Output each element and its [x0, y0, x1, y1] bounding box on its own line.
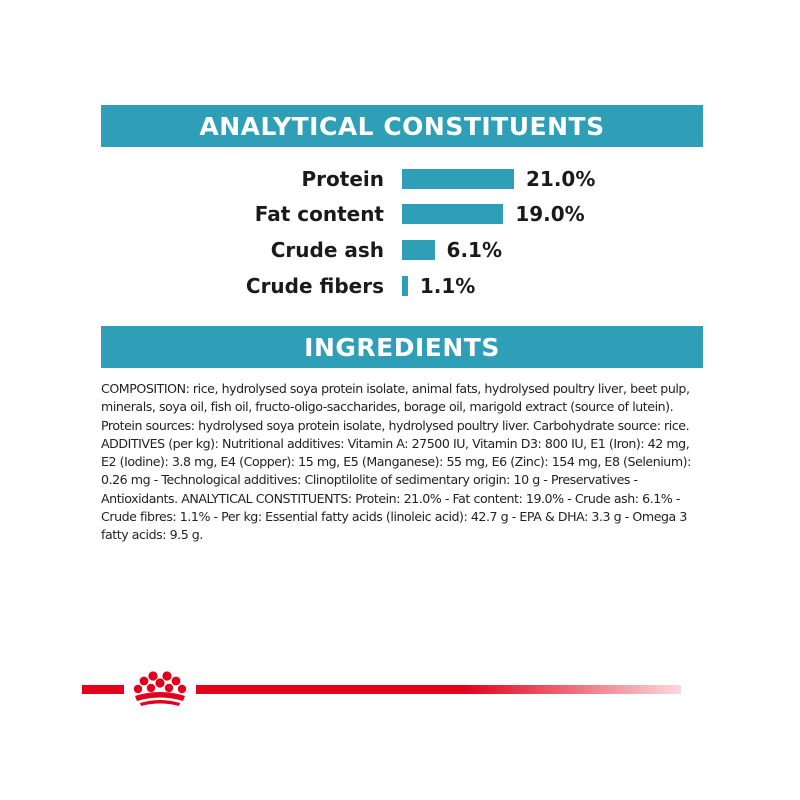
constituent-bar — [402, 240, 435, 260]
crown-icon — [127, 670, 193, 710]
constituent-bar — [402, 169, 514, 189]
analytical-constituents-banner — [101, 105, 703, 147]
constituent-label: Crude ash — [270, 238, 384, 262]
footer-red-line-right — [196, 685, 681, 694]
constituent-bar — [402, 204, 503, 224]
constituent-label: Crude fibers — [245, 274, 384, 298]
analytical-constituents-title: ANALYTICAL CONSTITUENTS — [199, 111, 605, 141]
ingredients-title: INGREDIENTS — [304, 332, 500, 362]
ingredients-banner — [101, 326, 703, 368]
constituent-value: 19.0% — [515, 202, 585, 226]
constituent-row-crude-ash — [0, 236, 800, 264]
constituent-row-protein — [0, 165, 800, 193]
constituent-label: Fat content — [254, 202, 384, 226]
composition-text: COMPOSITION: rice, hydrolysed soya protein isolate, animal fats, hydrolysed poultry liver, beet pulp, minerals, soya oil, fish oil, fructo-oligo-saccharides, borage oil, marigold extract (source of lutein). Protein sources: hydrolysed soya protein isolate, hydrolysed poultry liver. Carbohydrate source: rice. ADDITIVES (per kg): Nutritional additives: Vitamin A: 27500 IU, Vitamin D3: 800 IU, E1 (Iron): 42 mg, E2 (Iodine): 3.8 mg, E4 (Copper): 15 mg, E5 (Manganese): 55 mg, E6 (Zinc): 154 mg, E8 (Selenium): 0.26 mg - Technological additives: Clinoptilolite of sedimentary origin: 10 g - Preservatives - Antioxidants. ANALYTICAL CONSTITUENTS: Protein: 21.0% - Fat content: 19.0% - Crude ash: 6.1% - Crude fibres: 1.1% - Per kg: Essential fatty acids (linoleic acid): 42.7 g - EPA & DHA: 3.3 g - Omega 3 fatty acids: 9.5 g. — [101, 381, 691, 543]
constituent-value: 21.0% — [526, 167, 596, 191]
footer-red-line-left — [82, 685, 124, 694]
constituent-value: 6.1% — [446, 238, 502, 262]
constituent-row-fat-content — [0, 200, 800, 228]
constituent-value: 1.1% — [419, 274, 476, 298]
constituent-label: Protein — [301, 167, 384, 191]
constituent-bar — [402, 276, 408, 296]
constituent-row-crude-fibers — [0, 272, 800, 300]
